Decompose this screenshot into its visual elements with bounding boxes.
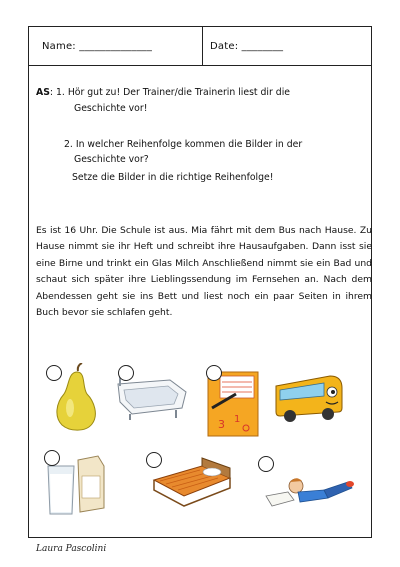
reading-child-picture <box>262 466 356 512</box>
order-circle-6[interactable] <box>146 452 162 468</box>
bed-picture <box>150 456 234 508</box>
story-text: Es ist 16 Uhr. Die Schule ist aus. Mia fährt mit dem Bus nach Hause. Zu Hause nimmt sie ihr Heft und schreibt ihre Hausaufgaben. Dann isst sie eine Birne und trinkt ein Glas Milch Anschließend nimmt sie ein Bad und schaut sich später ihre Lieblingssendung im Fernsehen an. Nach dem Abendessen geht sie ins Bett und liest noch ein paar Seiten in ihrem Buch bevor sie schlafen geht. <box>36 225 372 319</box>
name-field-label: Name: ______________ <box>42 41 153 52</box>
task-prefix: AS <box>36 87 50 98</box>
task-line-4: Geschichte vor? <box>74 154 149 165</box>
task-text-1: : 1. Hör gut zu! Der Trainer/die Trainerin liest dir die <box>49 87 290 98</box>
bus-picture <box>272 372 346 424</box>
task-line-3: 2. In welcher Reihenfolge kommen die Bilder in der <box>64 139 303 150</box>
reading-child-icon <box>262 466 356 512</box>
order-circle-1[interactable] <box>46 365 62 381</box>
task-line-5: Setze die Bilder in die richtige Reihenfolge! <box>72 172 274 183</box>
order-circle-5[interactable] <box>44 450 60 466</box>
bed-icon <box>150 456 234 508</box>
header-divider <box>202 26 203 66</box>
svg-text:3: 3 <box>218 418 225 431</box>
task-line-1 <box>36 85 290 100</box>
order-circle-7[interactable] <box>258 456 274 472</box>
svg-text:1: 1 <box>234 414 241 425</box>
date-field-label: Date: ________ <box>210 41 284 52</box>
order-circle-2[interactable] <box>118 365 134 381</box>
author-credit: Laura Pascolini <box>36 544 107 554</box>
bus-icon <box>272 372 346 424</box>
task-line-2: Geschichte vor! <box>74 103 148 114</box>
order-circle-3[interactable] <box>206 365 222 381</box>
